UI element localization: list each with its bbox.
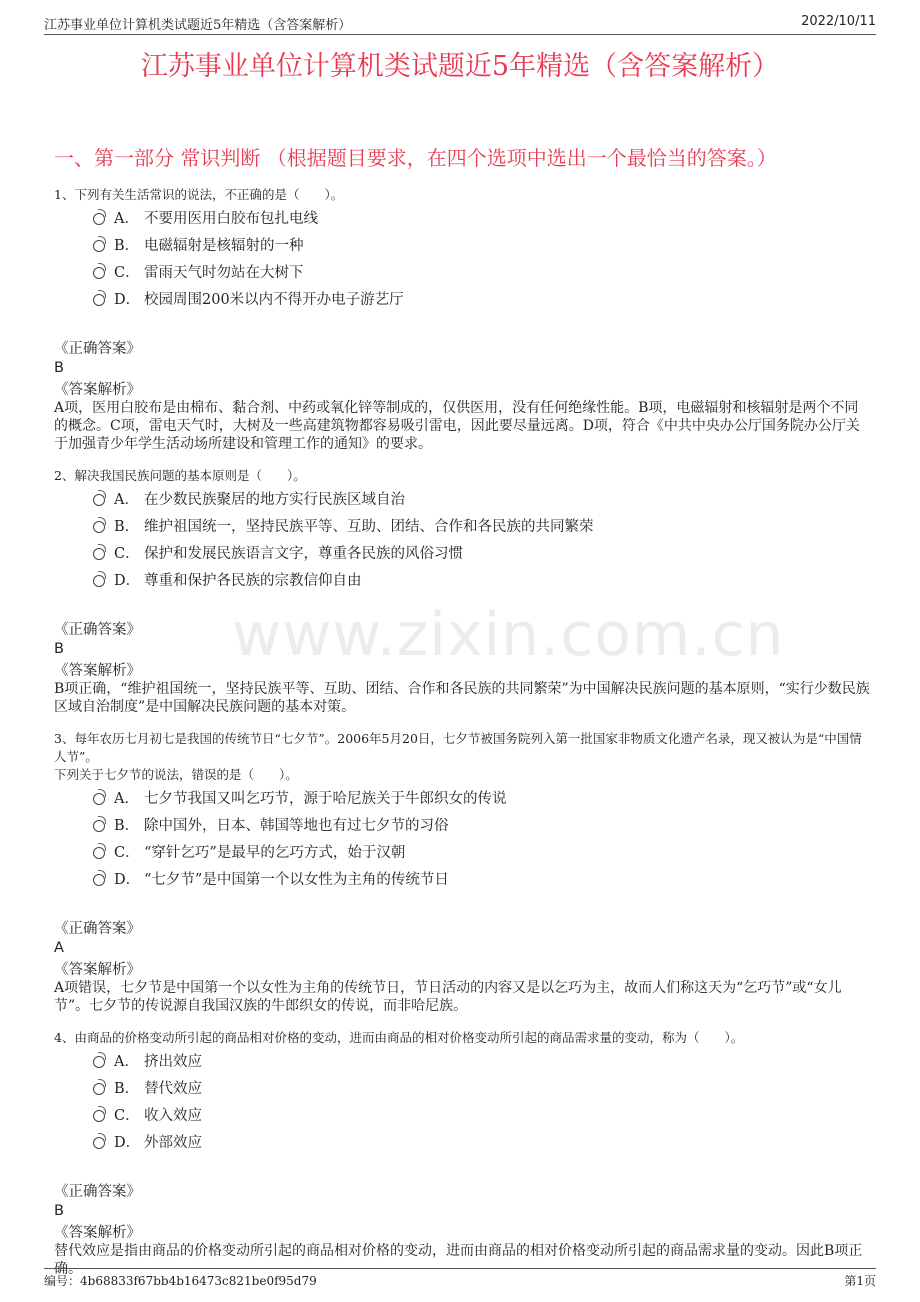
explanation-text: B项正确，“维护祖国统一，坚持民族平等、互助、团结、合作和各民族的共同繁荣”为中国解决民族问题的基本原则，“实行少数民族区域自治制度”是中国解决民族问题的基本对策。 <box>54 681 870 715</box>
answer-label: 《正确答案》 <box>54 1184 141 1200</box>
explanation-label: 《答案解析》 <box>54 962 141 978</box>
question-stem: 1、下列有关生活常识的说法，不正确的是（ ）。 <box>54 187 344 202</box>
footer-doc-id: 编号：4b68833f67bb4b16473c821be0f95d79 <box>44 1274 317 1288</box>
option-letter: A． <box>114 791 139 807</box>
option-letter: D． <box>114 292 141 308</box>
option-text: 替代效应 <box>144 1081 202 1097</box>
option-b[interactable] <box>54 235 872 262</box>
radio-icon[interactable] <box>93 521 105 533</box>
question-block <box>54 467 872 716</box>
option-b[interactable] <box>54 1078 872 1105</box>
option-letter: A． <box>114 1054 139 1070</box>
question-block <box>54 186 872 453</box>
radio-icon[interactable] <box>93 213 105 225</box>
option-text: “七夕节”是中国第一个以女性为主角的传统节日 <box>144 872 449 888</box>
option-letter: C． <box>114 845 140 861</box>
option-letter: A． <box>114 492 139 508</box>
option-c[interactable] <box>54 842 872 869</box>
radio-icon[interactable] <box>93 240 105 252</box>
option-letter: D． <box>114 872 141 888</box>
section-heading: 一、第一部分 常识判断 （根据题目要求，在四个选项中选出一个最恰当的答案。） <box>54 146 777 170</box>
option-c[interactable] <box>54 543 872 570</box>
question-stem-2: 下列关于七夕节的说法，错误的是（ ）。 <box>54 767 298 782</box>
question-block <box>54 730 872 1015</box>
header-doc-title: 江苏事业单位计算机类试题近5年精选（含答案解析） <box>44 18 352 33</box>
radio-icon[interactable] <box>93 847 105 859</box>
option-text: 除中国外，日本、韩国等地也有过七夕节的习俗 <box>144 818 449 834</box>
page-header <box>44 12 876 35</box>
option-letter: C． <box>114 546 140 562</box>
option-c[interactable] <box>54 1105 872 1132</box>
option-text: 校园周围200米以内不得开办电子游艺厅 <box>144 292 404 308</box>
option-a[interactable] <box>54 489 872 516</box>
question-list <box>54 186 872 1292</box>
page-footer <box>44 1268 876 1288</box>
radio-icon[interactable] <box>93 294 105 306</box>
option-letter: B． <box>114 238 140 254</box>
option-list <box>54 1051 872 1159</box>
option-letter: D． <box>114 1135 141 1151</box>
option-d[interactable] <box>54 869 872 896</box>
option-b[interactable] <box>54 815 872 842</box>
explanation-text: A项错误，七夕节是中国第一个以女性为主角的传统节日，节日活动的内容又是以乞巧为主，故而人们称这天为“乞巧节”或“女儿节”。七夕节的传说源自我国汉族的牛郎织女的传说，而非哈尼族。 <box>54 980 842 1014</box>
answer-label: 《正确答案》 <box>54 921 141 937</box>
footer-page-number: 第1页 <box>844 1274 876 1288</box>
header-date: 2022/10/11 <box>801 14 876 29</box>
option-text: 收入效应 <box>144 1108 202 1124</box>
radio-icon[interactable] <box>93 874 105 886</box>
option-text: 保护和发展民族语言文字，尊重各民族的风俗习惯 <box>144 546 463 562</box>
radio-icon[interactable] <box>93 494 105 506</box>
answer-label: 《正确答案》 <box>54 341 141 357</box>
option-text: 不要用医用白胶布包扎电线 <box>144 211 318 227</box>
option-text: 七夕节我国又叫乞巧节，源于哈尼族关于牛郎织女的传说 <box>144 791 507 807</box>
option-list <box>54 788 872 896</box>
radio-icon[interactable] <box>93 1056 105 1068</box>
option-a[interactable] <box>54 208 872 235</box>
option-text: 在少数民族聚居的地方实行民族区域自治 <box>144 492 405 508</box>
option-a[interactable] <box>54 788 872 815</box>
radio-icon[interactable] <box>93 820 105 832</box>
option-letter: C． <box>114 265 140 281</box>
correct-answer: A <box>54 940 64 956</box>
question-block <box>54 1029 872 1278</box>
option-letter: C． <box>114 1108 140 1124</box>
option-d[interactable] <box>54 1132 872 1159</box>
document-title: 江苏事业单位计算机类试题近5年精选（含答案解析） <box>140 51 780 82</box>
explanation-label: 《答案解析》 <box>54 663 141 679</box>
correct-answer: B <box>54 360 64 376</box>
option-d[interactable] <box>54 570 872 597</box>
radio-icon[interactable] <box>93 793 105 805</box>
explanation-label: 《答案解析》 <box>54 1225 141 1241</box>
radio-icon[interactable] <box>93 1083 105 1095</box>
answer-label: 《正确答案》 <box>54 622 141 638</box>
explanation-text: 替代效应是指由商品的价格变动所引起的商品相对价格的变动，进而由商品的相对价格变动所引起的商品需求量的变动。因此B项正确。 <box>54 1243 863 1277</box>
option-letter: B． <box>114 519 140 535</box>
option-letter: B． <box>114 818 140 834</box>
watermark: www.zixin.com.cn <box>232 600 785 670</box>
option-a[interactable] <box>54 1051 872 1078</box>
option-text: 电磁辐射是核辐射的一种 <box>144 238 304 254</box>
option-text: 雷雨天气时勿站在大树下 <box>144 265 304 281</box>
radio-icon[interactable] <box>93 267 105 279</box>
explanation-text: A项，医用白胶布是由棉布、黏合剂、中药或氧化锌等制成的，仅供医用，没有任何绝缘性能。B项，电磁辐射和核辐射是两个不同的概念。C项，雷电天气时，大树及一些高建筑物都容易吸引雷电，因此要尽量远离。D项，符合《中共中央办公厅国务院办公厅关于加强青少年学生活动场所建设和管理工作的通知》的要求。 <box>54 400 860 452</box>
option-text: 尊重和保护各民族的宗教信仰自由 <box>144 573 362 589</box>
correct-answer: B <box>54 641 64 657</box>
option-list <box>54 489 872 597</box>
question-stem: 3、每年农历七月初七是我国的传统节日“七夕节”。2006年5月20日，七夕节被国务院列入第一批国家非物质文化遗产名录，现又被认为是“中国情人节”。 <box>54 731 862 764</box>
option-letter: D． <box>114 573 141 589</box>
option-letter: A． <box>114 211 139 227</box>
option-text: 挤出效应 <box>144 1054 202 1070</box>
option-text: 维护祖国统一，坚持民族平等、互助、团结、合作和各民族的共同繁荣 <box>144 519 594 535</box>
question-stem: 4、由商品的价格变动所引起的商品相对价格的变动，进而由商品的相对价格变动所引起的商品需求量的变动，称为（ ）。 <box>54 1030 744 1045</box>
option-text: 外部效应 <box>144 1135 202 1151</box>
option-b[interactable] <box>54 516 872 543</box>
option-list <box>54 208 872 316</box>
radio-icon[interactable] <box>93 548 105 560</box>
radio-icon[interactable] <box>93 1110 105 1122</box>
radio-icon[interactable] <box>93 575 105 587</box>
option-d[interactable] <box>54 289 872 316</box>
option-c[interactable] <box>54 262 872 289</box>
option-text: “穿针乞巧”是最早的乞巧方式，始于汉朝 <box>144 845 406 861</box>
correct-answer: B <box>54 1203 64 1219</box>
option-letter: B． <box>114 1081 140 1097</box>
radio-icon[interactable] <box>93 1137 105 1149</box>
question-stem: 2、解决我国民族问题的基本原则是（ ）。 <box>54 468 306 483</box>
explanation-label: 《答案解析》 <box>54 382 141 398</box>
